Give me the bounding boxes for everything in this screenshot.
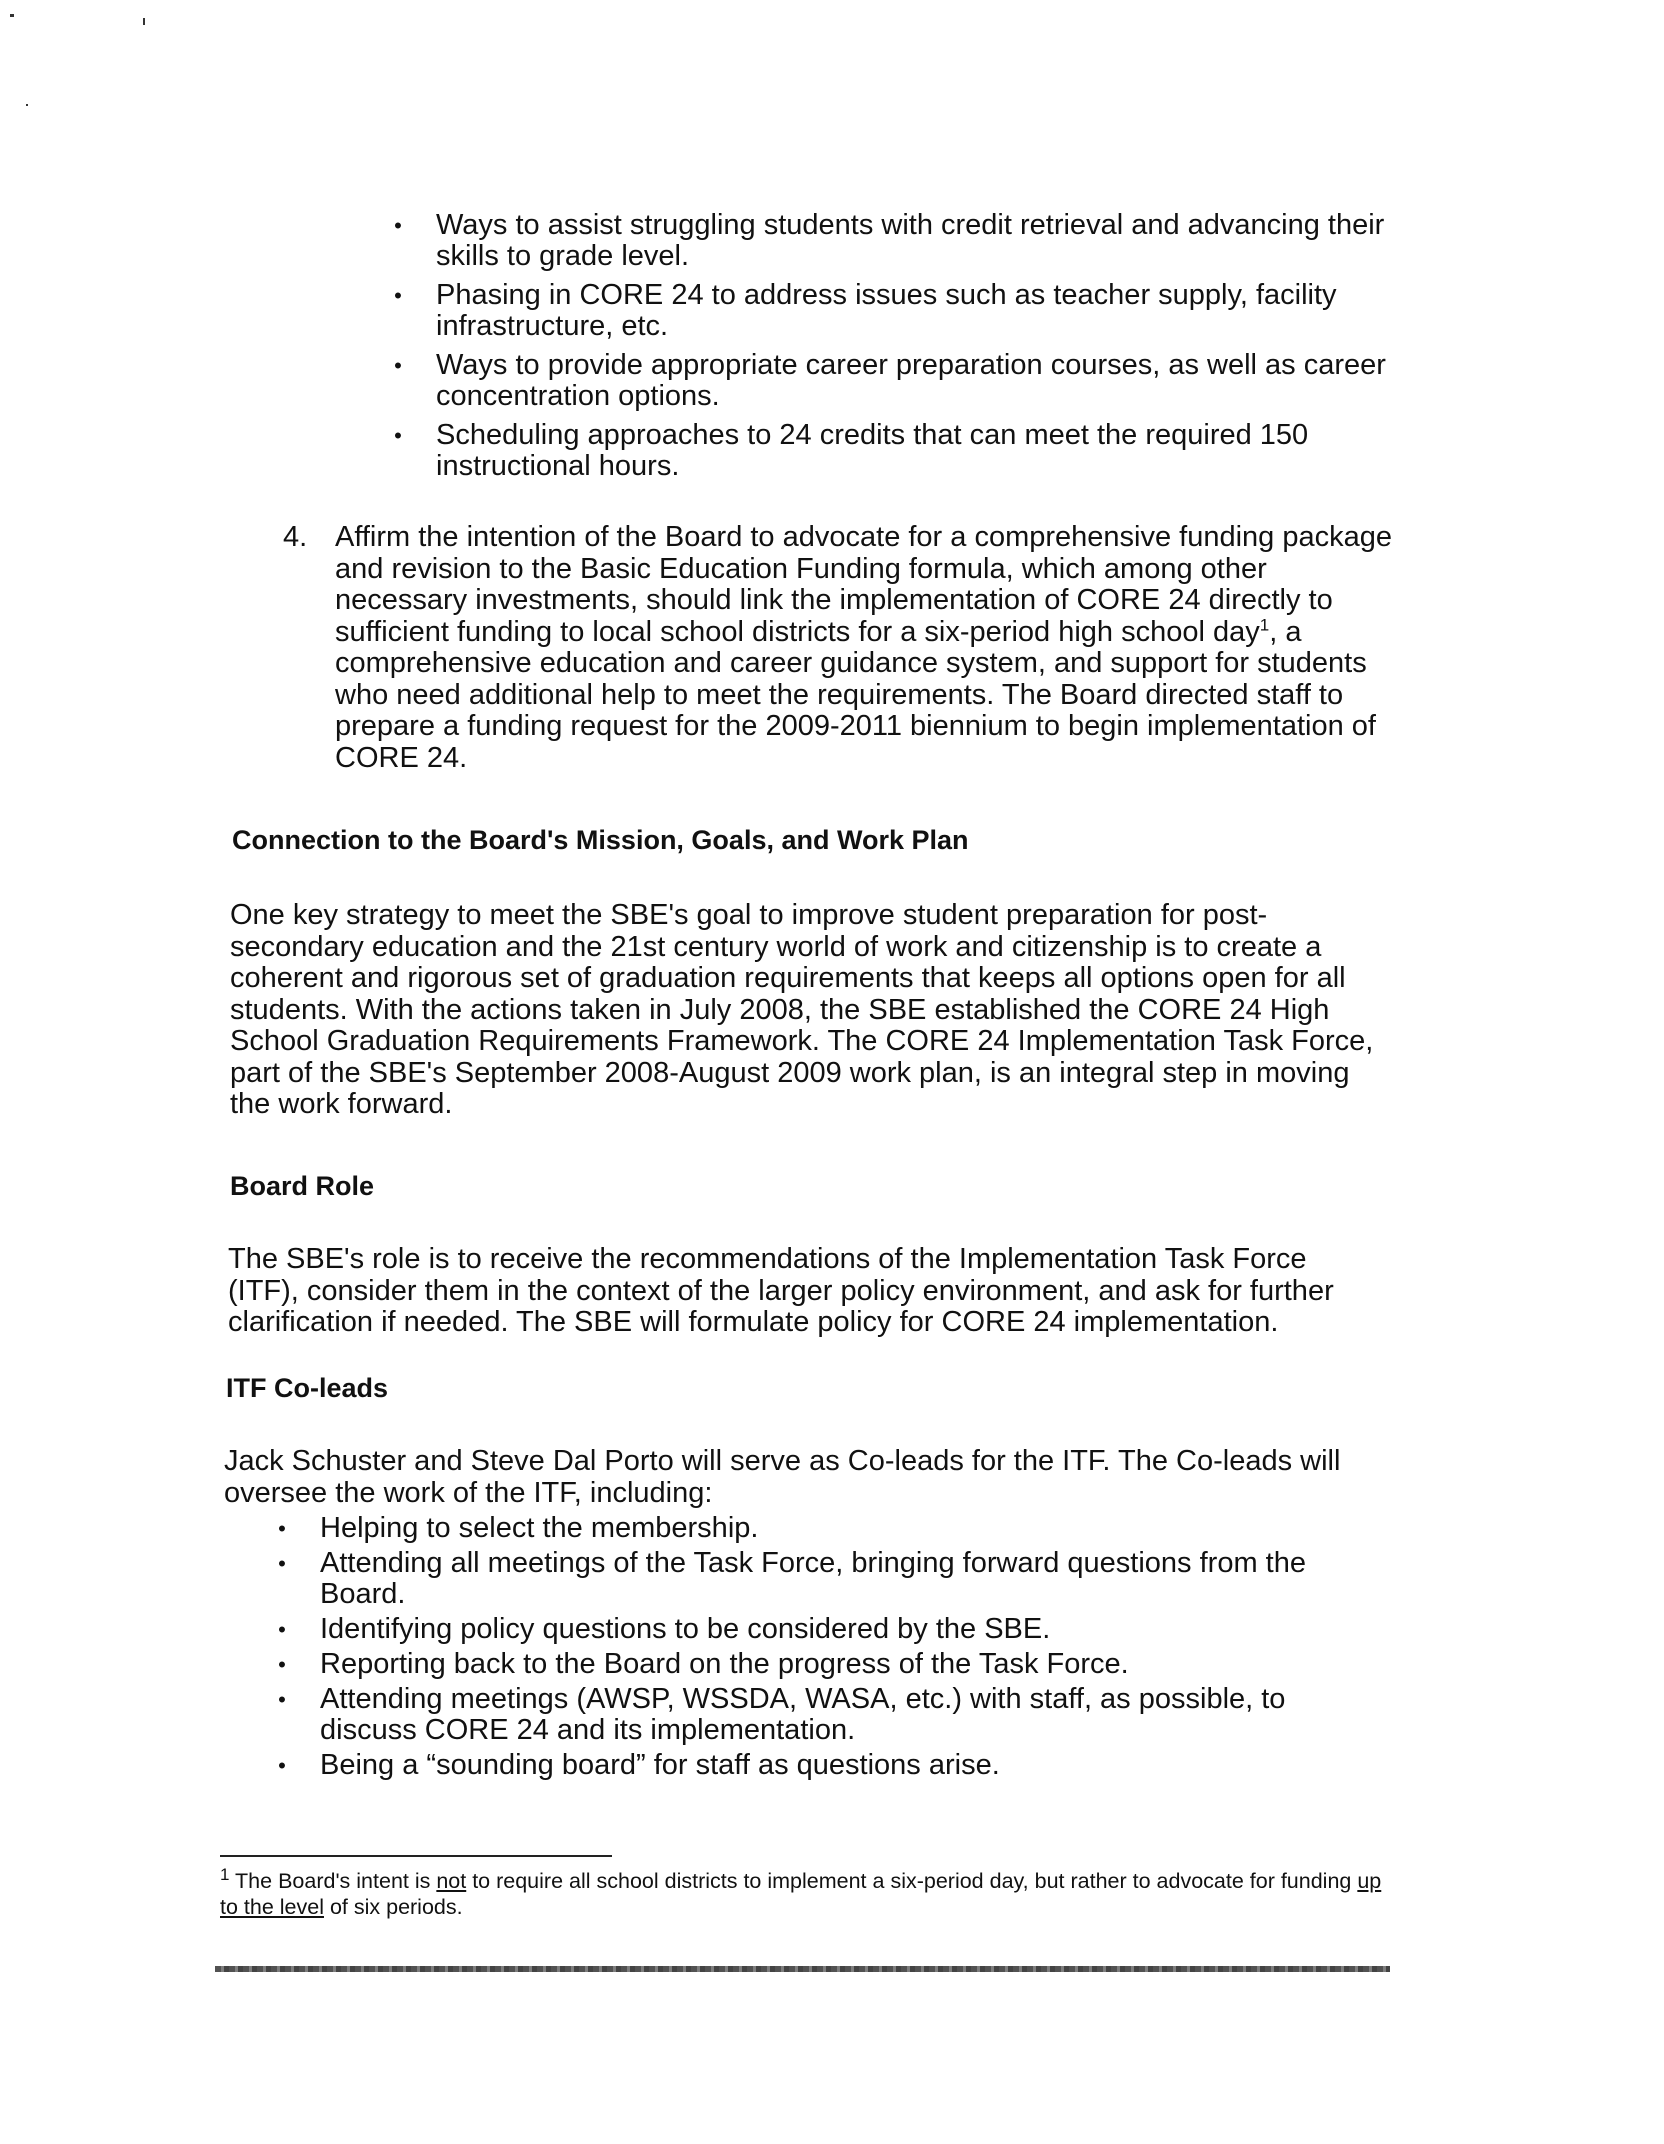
scan-speck — [143, 18, 145, 25]
bullet-icon: • — [278, 1551, 286, 1576]
footnote-marker: 1 — [220, 1864, 230, 1884]
bullet-icon: • — [394, 213, 402, 238]
bullet-icon: • — [394, 353, 402, 378]
page-bottom-rule — [215, 1966, 1390, 1972]
list-item: • Identifying policy questions to be considered by the SBE. — [272, 1614, 1352, 1645]
bullet-icon: • — [278, 1687, 286, 1712]
bullet-icon: • — [278, 1617, 286, 1642]
item-number: 4. — [283, 521, 308, 553]
footnote-separator — [220, 1855, 612, 1857]
section-intro-itf-coleads: Jack Schuster and Steve Dal Porto will serve as Co-leads for the ITF. The Co-leads will oversee the work of the ITF, including: — [224, 1445, 1341, 1509]
list-item: • Helping to select the membership. — [272, 1513, 1352, 1544]
list-item: • Scheduling approaches to 24 credits that can meet the required 150 instructional hours. — [388, 420, 1388, 482]
list-item: • Being a “sounding board” for staff as questions arise. — [272, 1750, 1352, 1781]
section-heading-itf-coleads: ITF Co-leads — [226, 1373, 389, 1403]
list-item: • Phasing in CORE 24 to address issues such as teacher supply, facility infrastructure, etc. — [388, 280, 1388, 342]
bullet-icon: • — [394, 423, 402, 448]
list-item: • Ways to assist struggling students with credit retrieval and advancing their skills to grade level. — [388, 210, 1388, 272]
bullet-icon: • — [278, 1753, 286, 1778]
section-body-connection: One key strategy to meet the SBE's goal to improve student preparation for post-secondary education and the 21st century world of work and citizenship is to create a coherent and rigorous set of graduation requirements that keeps all options open for all students. With the actions taken in July 2008, the SBE established the CORE 24 High School Graduation Requirements Framework. The CORE 24 Implementation Task Force, part of the SBE's September 2008-August 2009 work plan, is an integral step in moving the work forward. — [230, 899, 1374, 1120]
item-text: Affirm the intention of the Board to advocate for a comprehensive funding package and revision to the Basic Education Funding formula, which among other necessary investments, should link the implementation of CORE 24 directly to sufficient funding to local school districts for a six-period high school day$^1$, a comprehensive education and career guidance system, and support for students who need additional help to meet the requirements. The Board directed staff to prepare a funding request for the 2009-2011 biennium to begin implementation of CORE 24. — [335, 521, 1393, 774]
footnote-reference: 1 — [1259, 614, 1270, 634]
bullet-icon: • — [394, 283, 402, 308]
list-item: • Reporting back to the Board on the progress of the Task Force. — [272, 1649, 1352, 1680]
section-heading-connection: Connection to the Board's Mission, Goals, and Work Plan — [232, 825, 969, 855]
coleads-bullet-list — [272, 1513, 1352, 1785]
bullet-icon: • — [278, 1516, 286, 1541]
top-bullet-list — [388, 210, 1388, 490]
section-heading-board-role: Board Role — [230, 1171, 375, 1201]
list-item: • Ways to provide appropriate career preparation courses, as well as career concentration options. — [388, 350, 1388, 412]
scan-speck — [10, 14, 14, 17]
footnote: $^1$ The Board's intent is not to require all school districts to implement a six-period day, but rather to advocate for funding up to the level of six periods. — [220, 1864, 1382, 1919]
list-item: • Attending meetings (AWSP, WSSDA, WASA, etc.) with staff, as possible, to discuss CORE 24 and its implementation. — [272, 1684, 1352, 1746]
bullet-icon: • — [278, 1652, 286, 1677]
list-item: • Attending all meetings of the Task Force, bringing forward questions from the Board. — [272, 1548, 1352, 1610]
scan-speck — [26, 104, 28, 106]
section-body-board-role: The SBE's role is to receive the recommendations of the Implementation Task Force (ITF), consider them in the context of the larger policy environment, and ask for further clarification if needed. The SBE will formulate policy for CORE 24 implementation. — [228, 1243, 1334, 1338]
